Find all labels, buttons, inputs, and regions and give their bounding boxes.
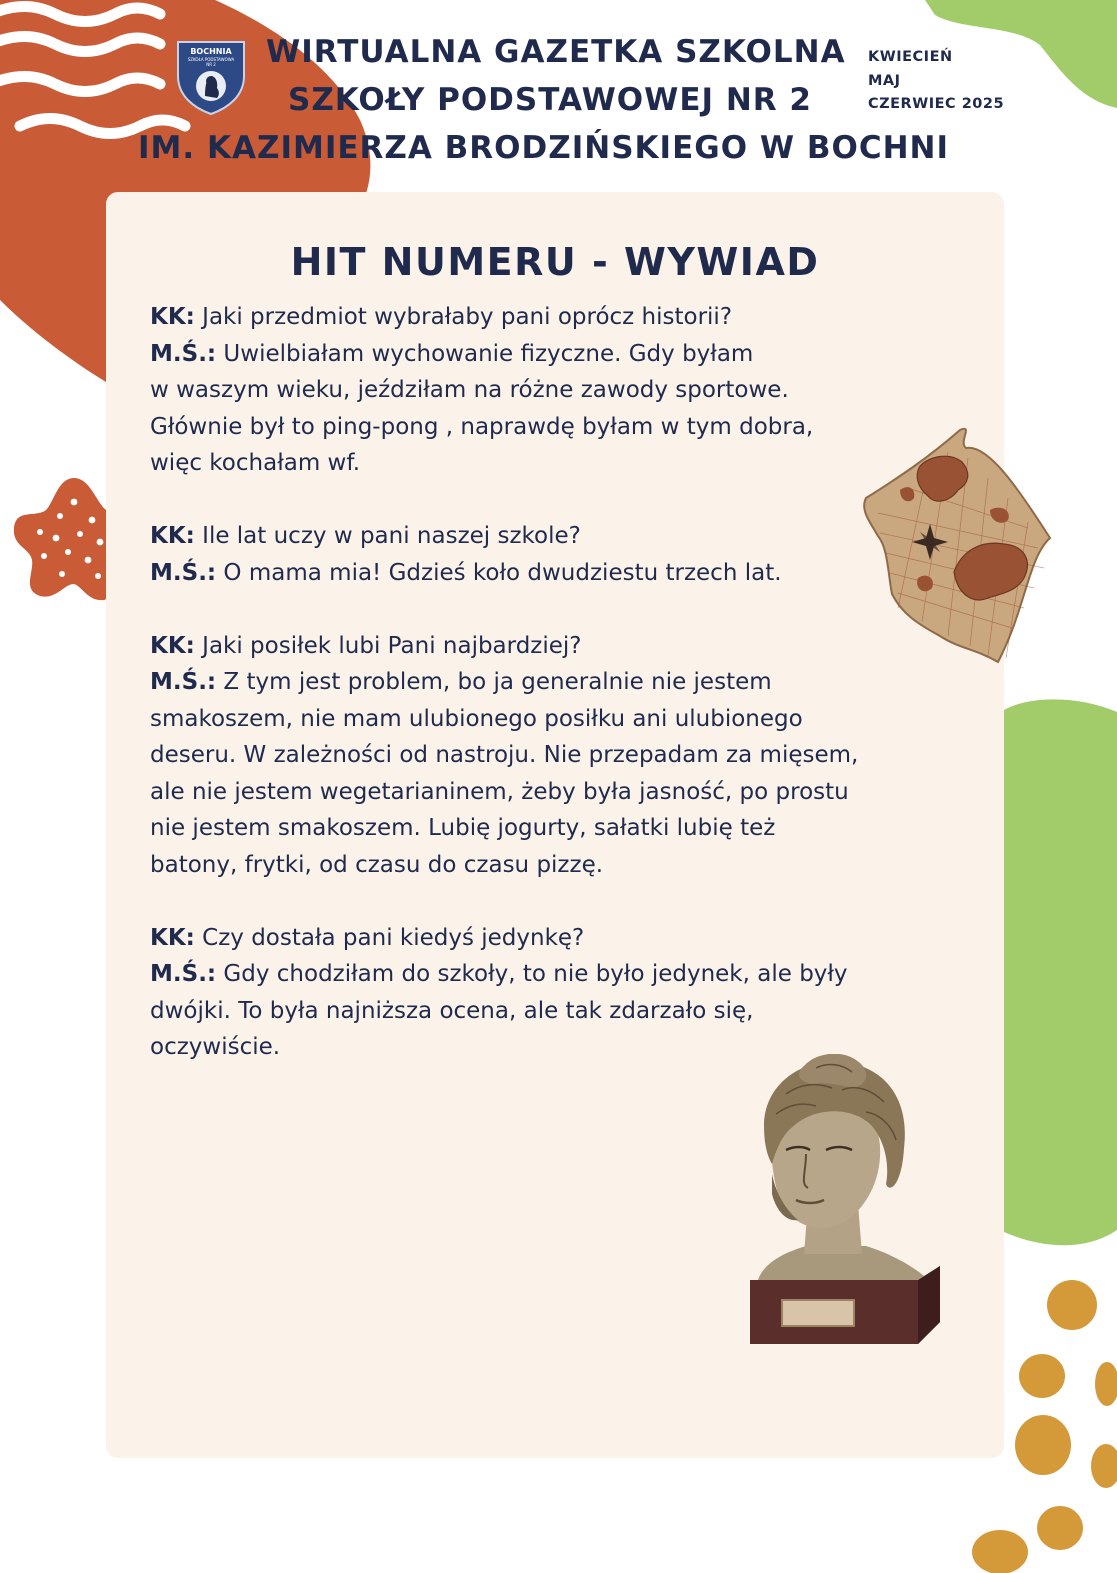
answer-line: batony, frytki, od czasu do czasu pizzę. bbox=[150, 851, 604, 878]
answer bbox=[150, 336, 960, 373]
green-blob-right bbox=[1004, 699, 1117, 1245]
answer-text: Gdy chodziłam do szkoły, to nie było jedynek, ale były bbox=[216, 961, 848, 987]
answer-speaker: M.Ś.: bbox=[150, 669, 217, 695]
answer-line: w waszym wieku, jeździłam na różne zawody sportowe. bbox=[150, 377, 789, 403]
answer-speaker: M.Ś.: bbox=[150, 961, 217, 987]
logo-text-2: SZKOŁA PODSTAWOWA bbox=[187, 57, 235, 62]
issue-date bbox=[868, 46, 1004, 117]
newspaper-title-line-1: WIRTUALNA GAZETKA SZKOLNA bbox=[266, 34, 846, 70]
question-text: Jaki posiłek lubi Pani najbardziej? bbox=[194, 632, 582, 659]
question-text: Jaki przedmiot wybrałaby pani oprócz historii? bbox=[194, 304, 733, 330]
question-speaker: KK: bbox=[150, 924, 195, 951]
answer-text: Uwielbiałam wychowanie fizyczne. Gdy byłam bbox=[216, 340, 754, 367]
newspaper-title-line-3: IM. KAZIMIERZA BRODZIŃSKIEGO W BOCHNI bbox=[138, 130, 950, 166]
logo-text-1: BOCHNIA bbox=[190, 47, 232, 56]
question bbox=[150, 920, 960, 957]
article-title: HIT NUMERU - WYWIAD bbox=[290, 240, 820, 284]
answer-text: O mama mia! Gdzieś koło dwudziestu trzech lat. bbox=[216, 559, 782, 586]
issue-month-2: MAJ bbox=[868, 72, 901, 89]
answer-line: smakoszem, nie mam ulubionego posiłku ani ulubionego bbox=[150, 705, 803, 732]
question-text: Czy dostała pani kiedyś jedynkę? bbox=[194, 924, 585, 951]
question bbox=[150, 628, 960, 665]
greek-bust-illustration bbox=[746, 1054, 942, 1348]
question-speaker: KK: bbox=[150, 523, 195, 549]
answer-line: oczywiście. bbox=[150, 1034, 281, 1060]
issue-month-3: CZERWIEC 2025 bbox=[868, 96, 1005, 112]
question-text: Ile lat uczy w pani naszej szkole? bbox=[194, 523, 581, 549]
answer-line: deseru. W zależności od nastroju. Nie przepadam za mięsem, bbox=[150, 742, 859, 768]
qa-block bbox=[150, 299, 960, 482]
answer-text: Z tym jest problem, bo ja generalnie nie jestem bbox=[216, 669, 772, 695]
qa-block bbox=[150, 518, 960, 591]
answer bbox=[150, 664, 960, 701]
answer bbox=[150, 555, 960, 592]
issue-month-1: KWIECIEŃ bbox=[868, 49, 953, 65]
qa-block bbox=[150, 920, 960, 1066]
question-speaker: KK: bbox=[150, 304, 195, 330]
answer-line: nie jestem smakoszem. Lubię jogurty, sałatki lubię też bbox=[150, 815, 776, 841]
answer-speaker: M.Ś.: bbox=[150, 559, 217, 586]
question-speaker: KK: bbox=[150, 632, 195, 659]
answer-line: więc kochałam wf. bbox=[150, 450, 361, 476]
question bbox=[150, 518, 960, 555]
answer-speaker: M.Ś.: bbox=[150, 340, 217, 367]
qa-block bbox=[150, 628, 960, 884]
answer bbox=[150, 956, 960, 993]
answer-line: Głównie był to ping-pong , naprawdę byłam w tym dobra, bbox=[150, 413, 814, 440]
treasure-map-illustration bbox=[858, 418, 1058, 666]
question bbox=[150, 299, 960, 336]
interview-content bbox=[150, 299, 960, 1102]
logo-text-3: NR 2 bbox=[206, 62, 216, 67]
newspaper-title-line-2: SZKOŁY PODSTAWOWEJ NR 2 bbox=[288, 82, 812, 118]
school-crest-logo bbox=[172, 36, 250, 116]
answer-line: dwójki. To była najniższa ocena, ale tak zdarzało się, bbox=[150, 997, 754, 1024]
answer-line: ale nie jestem wegetarianinem, żeby była jasność, po prostu bbox=[150, 778, 849, 805]
